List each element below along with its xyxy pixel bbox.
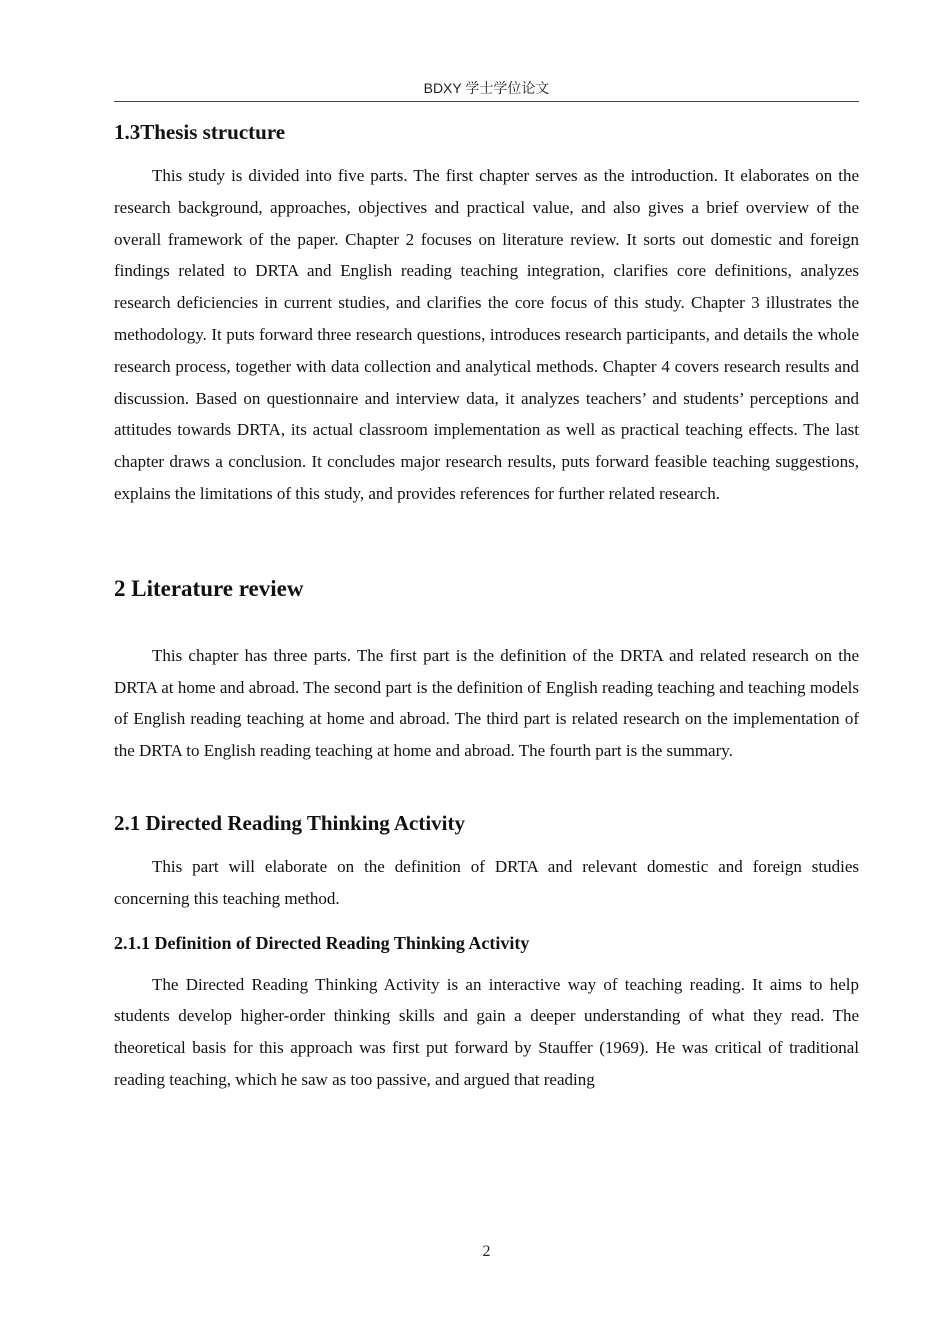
chapter-heading-2: 2 Literature review	[114, 575, 304, 601]
page-number: 2	[482, 1243, 491, 1260]
section-1-3-paragraph: This study is divided into five parts. The first chapter serves as the introduction. It elaborates on the research background, approaches, objectives and practical value, and also gives a brief overview of the overall framework of the paper. Chapter 2 focuses on literature review. It sorts out domestic and foreign findings related to DRTA and English reading teaching integration, clarifies core definitions, analyzes research deficiencies in current studies, and clarifies the core focus of this study. Chapter 3 illustrates the methodology. It puts forward three research questions, introduces research participants, and details the whole research process, together with data collection and analytical methods. Chapter 4 covers research results and discussion. Based on questionnaire and interview data, it analyzes teachers’ and students’ perceptions and attitudes towards DRTA, its actual classroom implementation as well as practical teaching effects. The last chapter draws a conclusion. It concludes major research results, puts forward feasible teaching suggestions, explains the limitations of this study, and provides references for further related research.	[114, 166, 859, 503]
header-rule	[114, 101, 859, 102]
subsection-heading-2-1-1: 2.1.1 Definition of Directed Reading Thinking Activity	[114, 932, 530, 953]
page-content	[114, 116, 859, 1096]
subsection-2-1-1-paragraph: The Directed Reading Thinking Activity is an interactive way of teaching reading. It aims to help students develop higher-order thinking skills and gain a deeper understanding of what they read. The theoretical basis for this approach was first put forward by Stauffer (1969). He was critical of traditional reading teaching, which he saw as too passive, and argued that reading	[114, 974, 859, 1089]
section-heading-2-1: 2.1 Directed Reading Thinking Activity	[114, 810, 466, 835]
section-heading-1-3: 1.3Thesis structure	[114, 120, 286, 144]
running-header: BDXY 学士学位论文	[423, 80, 550, 96]
section-2-1-paragraph: This part will elaborate on the definition of DRTA and relevant domestic and foreign studies concerning this teaching method.	[114, 856, 859, 908]
chapter-2-intro-paragraph: This chapter has three parts. The first part is the definition of the DRTA and related research on the DRTA at home and abroad. The second part is the definition of English reading teaching and teaching models of English reading teaching at home and abroad. The third part is related research on the implementation of the DRTA to English reading teaching at home and abroad. The fourth part is the summary.	[114, 645, 859, 761]
